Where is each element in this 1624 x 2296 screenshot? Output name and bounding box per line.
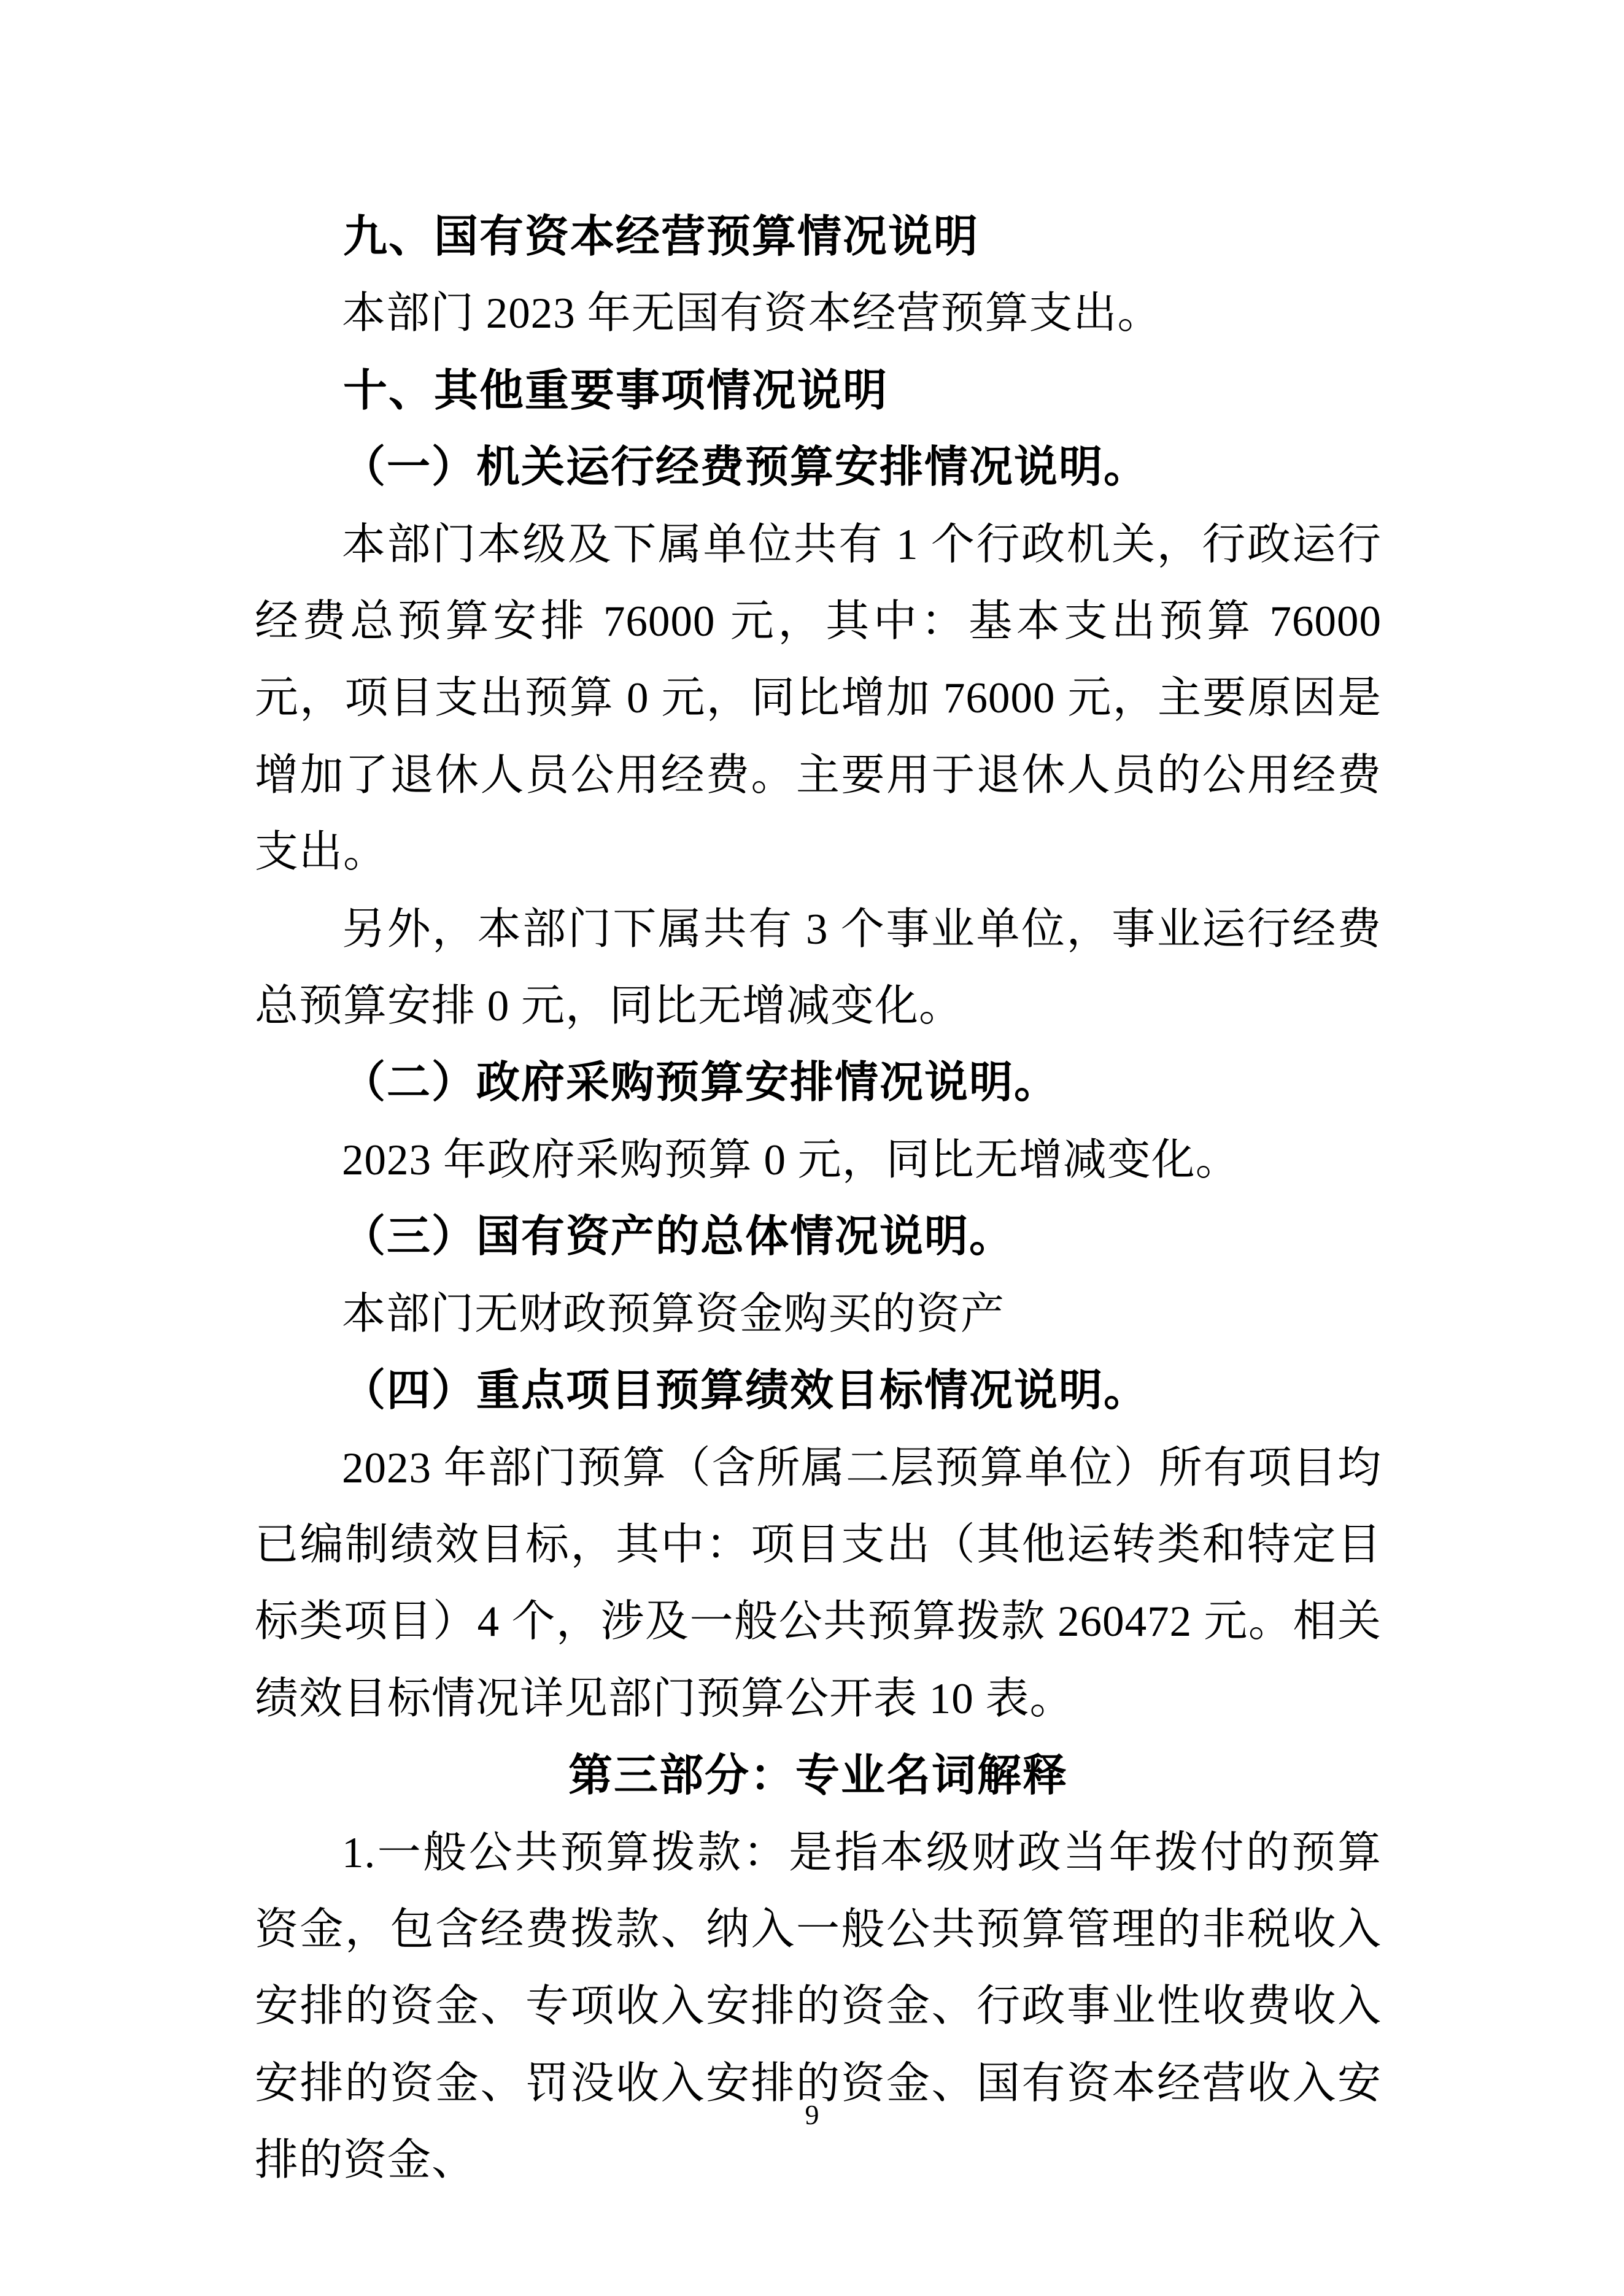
- paragraph-gov-procurement: 2023 年政府采购预算 0 元，同比无增减变化。: [342, 1136, 1240, 1184]
- part-three-heading: 第三部分：专业名词解释: [568, 1751, 1068, 1801]
- subheading-performance-goals: （四）重点项目预算绩效目标情况说明。: [342, 1367, 1149, 1416]
- paragraph-performance-goals: 2023 年部门预算（含所属二层预算单位）所有项目均已编制绩效目标，其中：项目支出（其他运转类和特定目标类项目）4 个，涉及一般公共预算拨款 260472 元。相关绩效目标情况详见部门预算公开表 10 表。: [255, 1444, 1382, 1723]
- subheading-agency-operating: （一）机关运行经费预算安排情况说明。: [342, 444, 1149, 492]
- paragraph-state-assets: 本部门无财政预算资金购买的资产: [342, 1290, 1005, 1338]
- section-heading-9: 九、国有资本经营预算情况说明: [343, 212, 980, 261]
- document-body: [255, 199, 1382, 2200]
- paragraph-no-soe-budget: 本部门 2023 年无国有资本经营预算支出。: [342, 290, 1162, 338]
- subheading-state-assets: （三）国有资产的总体情况说明。: [342, 1213, 1015, 1262]
- section-heading-10: 十、其他重要事项情况说明: [343, 366, 889, 415]
- subheading-gov-procurement: （二）政府采购预算安排情况说明。: [342, 1059, 1059, 1108]
- paragraph-institution-units: 另外，本部门下属共有 3 个事业单位，事业运行经费总预算安排 0 元，同比无增减变化。: [255, 905, 1382, 1031]
- page-number: 9: [805, 2099, 819, 2130]
- paragraph-agency-operating: 本部门本级及下属单位共有 1 个行政机关，行政运行经费总预算安排 76000 元，其中：基本支出预算 76000 元，项目支出预算 0 元，同比增加 76000 元，主要原因是增加了退休人员公用经费。主要用于退休人员的公用经费支出。: [255, 520, 1382, 877]
- paragraph-term-definition: 1.一般公共预算拨款：是指本级财政当年拨付的预算资金，包含经费拨款、纳入一般公共预算管理的非税收入安排的资金、专项收入安排的资金、行政事业性收费收入安排的资金、罚没收入安排的资金、国有资本经营收入安排的资金、: [255, 1828, 1382, 2185]
